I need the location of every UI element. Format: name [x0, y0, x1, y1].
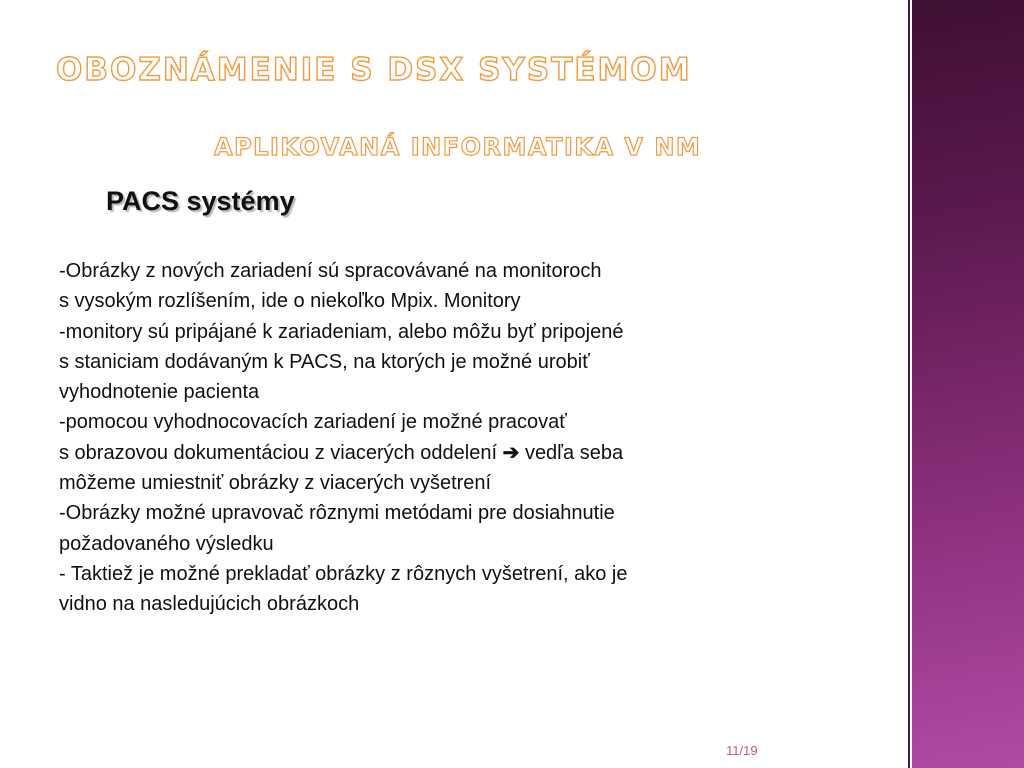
page-number: 11/19 [726, 743, 758, 758]
body-line: -monitory sú pripájané k zariadeniam, alebo môžu byť pripojené [59, 320, 624, 343]
body-line: -Obrázky možné upravovač rôznymi metódami pre dosiahnutie [59, 502, 615, 525]
body-line: -pomocou vyhodnocovacích zariadení je možné pracovať [59, 411, 567, 434]
section-heading: PACS systémy [106, 186, 295, 216]
right-arrow-icon: ➔ [502, 441, 520, 464]
body-line: - Taktiež je možné prekladať obrázky z rôznych vyšetrení, ako je [59, 562, 628, 585]
body-line: vyhodnotenie pacienta [59, 381, 260, 404]
body-line: -Obrázky z nových zariadení sú spracovávané na monitoroch [59, 260, 602, 282]
slide-title: OBOZNÁMENIE S DSX SYSTÉMOM [56, 52, 692, 88]
body-line-segment: vedľa seba [524, 441, 624, 464]
body-text [59, 256, 819, 620]
body-line: požadovaného výsledku [59, 532, 274, 555]
body-line: s vysokým rozlíšením, ide o niekoľko Mpix. Monitory [59, 290, 521, 313]
slide-subtitle: APLIKOVANÁ INFORMATIKA V NM [214, 133, 702, 161]
body-line: môžeme umiestniť obrázky z viacerých vyšetrení [59, 472, 492, 495]
body-line: s staniciam dodávaným k PACS, na ktorých je možné urobiť [59, 350, 590, 373]
body-line-segment: s obrazovou dokumentáciou z viacerých oddelení [59, 441, 498, 464]
body-line-with-arrow [59, 438, 819, 468]
side-divider-line [908, 0, 910, 768]
decorative-side-band [912, 0, 1024, 768]
body-line: vidno na nasledujúcich obrázkoch [59, 593, 360, 616]
